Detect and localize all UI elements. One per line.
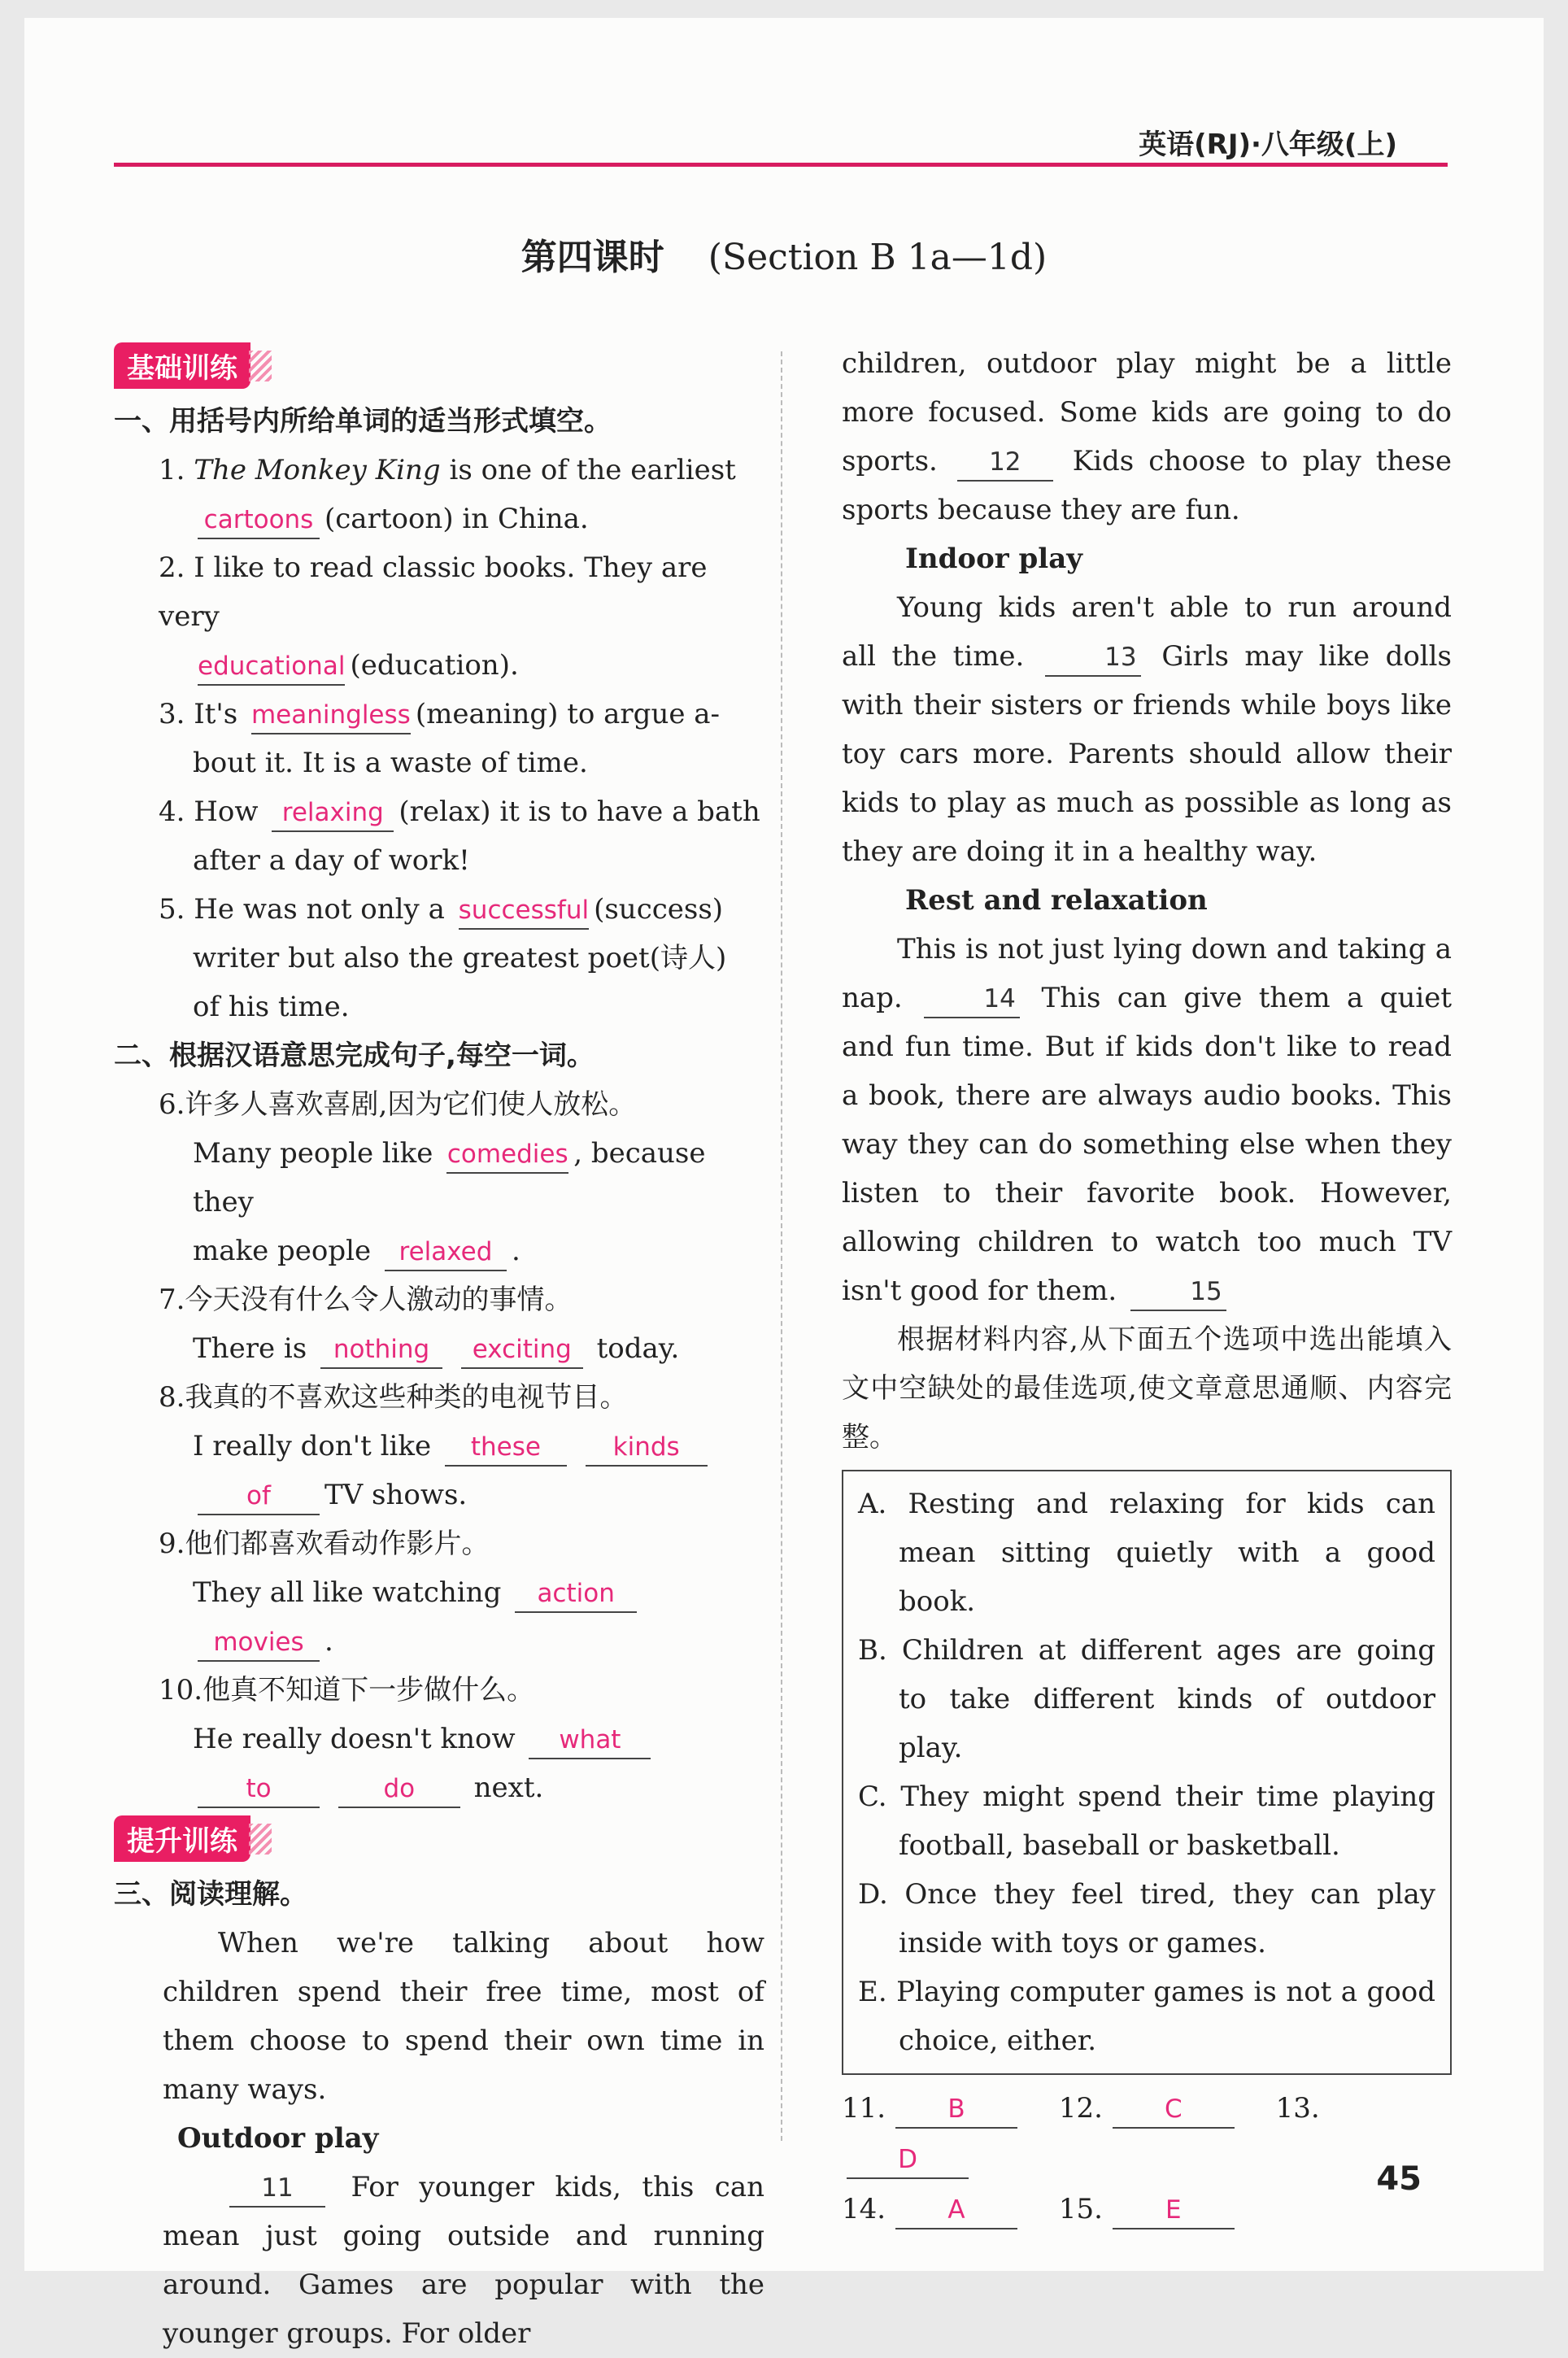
q10-text2: next. xyxy=(473,1772,544,1804)
q4-text2: (relax) it is to have a bath xyxy=(399,795,760,828)
q9-text2: . xyxy=(324,1625,333,1658)
outdoor-text-1: For younger kids, this can mean just going outside and running around. Games are popular with the younger groups. For older xyxy=(163,2171,764,2350)
question-5-cont: writer but also the greatest poet(诗人) xyxy=(193,942,727,974)
answers-row-2 xyxy=(842,2184,1452,2234)
column-divider xyxy=(781,351,782,2141)
answer-14-label: 14. xyxy=(842,2193,886,2225)
indoor-text-2: Girls may like dolls with their sisters or friends while boys like toy cars more. Parents should allow their kids to play as much as possible as long as they are doing it in a healthy way. xyxy=(842,640,1453,868)
q5-number: 5. xyxy=(159,893,185,926)
left-column xyxy=(114,339,764,2358)
answer-11[interactable]: B xyxy=(895,2091,1017,2129)
q6-answer-2[interactable]: relaxed xyxy=(385,1234,507,1271)
q3-text2: (meaning) to argue a- xyxy=(415,698,721,730)
q7-text: There is xyxy=(193,1332,307,1365)
q10-answer-2[interactable]: to xyxy=(198,1771,320,1808)
option-a: A. Resting and relaxing for kids can mean sitting quietly with a good book. xyxy=(858,1488,1435,1618)
question-2 xyxy=(114,543,764,641)
blank-13[interactable]: 13 xyxy=(1045,639,1141,677)
q6-text: Many people like xyxy=(193,1137,433,1170)
tag-advanced-training: 提升训练 xyxy=(114,1815,250,1862)
q9-text: They all like watching xyxy=(193,1576,502,1609)
blank-15[interactable]: 15 xyxy=(1130,1274,1226,1311)
q4-answer[interactable]: relaxing xyxy=(272,795,394,832)
question-6 xyxy=(114,1080,764,1129)
tag-basic-training: 基础训练 xyxy=(114,342,250,389)
q9-answer-1[interactable]: action xyxy=(515,1576,637,1613)
q4-text: How xyxy=(194,795,259,828)
q10-answer-1[interactable]: what xyxy=(529,1722,651,1759)
q2-answer[interactable]: educational xyxy=(198,648,345,686)
rest-relaxation-title: Rest and relaxation xyxy=(905,884,1208,917)
question-10-en-cont xyxy=(114,1763,764,1812)
q5-text: He was not only a xyxy=(194,893,445,926)
q2-number: 2. xyxy=(159,551,185,584)
answer-15-label: 15. xyxy=(1058,2193,1103,2225)
outdoor-play-title: Outdoor play xyxy=(177,2122,379,2155)
option-e: E. Playing computer games is not a good choice, either. xyxy=(858,1976,1435,2057)
answers-row-1 xyxy=(842,2083,1452,2184)
q7-text2: today. xyxy=(596,1332,680,1365)
question-5 xyxy=(114,885,764,934)
q8-text2: TV shows. xyxy=(324,1479,468,1511)
question-7 xyxy=(114,1275,764,1324)
part3-heading: 三、阅读理解。 xyxy=(114,1878,307,1911)
options-box xyxy=(842,1470,1452,2075)
answer-14[interactable]: A xyxy=(895,2192,1017,2229)
q10-text: He really doesn't know xyxy=(193,1723,516,1755)
q8-answer-2[interactable]: kinds xyxy=(586,1429,708,1467)
question-8-en-cont xyxy=(114,1471,764,1519)
q7-answer-2[interactable]: exciting xyxy=(461,1332,583,1369)
rest-relaxation-text xyxy=(842,925,1452,1315)
q8-answer-3[interactable]: of xyxy=(198,1478,320,1515)
q6-text3: make people xyxy=(193,1235,372,1267)
q8-chinese: 我真的不喜欢这些种类的电视节目。 xyxy=(185,1381,628,1414)
indoor-play-text xyxy=(842,583,1452,876)
question-7-en xyxy=(114,1324,764,1373)
q1-text: is one of the earliest xyxy=(440,454,736,486)
q2-text: I like to read classic books. They are very xyxy=(159,551,708,633)
option-d: D. Once they feel tired, they can play inside with toys or games. xyxy=(858,1878,1435,1959)
q1-text2: (cartoon) in China. xyxy=(324,503,589,535)
q1-answer[interactable]: cartoons xyxy=(198,502,320,539)
header-rule xyxy=(114,163,1448,167)
q6-text4: . xyxy=(511,1235,520,1267)
answer-15[interactable]: E xyxy=(1113,2192,1235,2229)
reading-instruction: 根据材料内容,从下面五个选项中选出能填入文中空缺处的最佳选项,使文章意思通顺、内容完整。 xyxy=(842,1323,1452,1454)
q10-chinese: 他真不知道下一步做什么。 xyxy=(203,1674,535,1706)
part1-heading: 一、用括号内所给单词的适当形式填空。 xyxy=(114,405,612,438)
outdoor-play-text-cont xyxy=(842,339,1452,534)
answer-13-label: 13. xyxy=(1275,2092,1320,2125)
question-8-en xyxy=(114,1422,764,1471)
blank-11[interactable]: 11 xyxy=(229,2170,325,2208)
answer-12-label: 12. xyxy=(1058,2092,1103,2125)
q9-answer-2[interactable]: movies xyxy=(198,1624,320,1662)
outdoor-text-3: Kids choose to play these sports because they are fun. xyxy=(842,445,1452,526)
q5-text2: (success) xyxy=(594,893,724,926)
q10-number: 10. xyxy=(159,1674,203,1706)
q3-number: 3. xyxy=(159,698,185,730)
q1-number: 1. xyxy=(159,454,185,486)
q10-answer-3[interactable]: do xyxy=(338,1771,460,1808)
question-5-cont2: of his time. xyxy=(193,991,350,1023)
q9-number: 9. xyxy=(159,1528,185,1560)
q6-number: 6. xyxy=(159,1088,185,1121)
header-subject: 英语(RJ)·八年级(上) xyxy=(1139,129,1397,161)
option-c: C. They might spend their time playing football, baseball or basketball. xyxy=(858,1780,1435,1862)
answer-11-label: 11. xyxy=(842,2092,886,2125)
q2-text2: (education). xyxy=(350,649,519,682)
blank-12[interactable]: 12 xyxy=(957,444,1053,482)
outdoor-text-2: children, outdoor play might be a little more focused. Some kids are going to do sports. xyxy=(842,347,1452,477)
q6-answer-1[interactable]: comedies xyxy=(446,1136,568,1174)
q3-answer[interactable]: meaningless xyxy=(251,697,411,734)
blank-14[interactable]: 14 xyxy=(924,981,1020,1018)
question-6-en xyxy=(114,1129,764,1227)
q7-chinese: 今天没有什么令人激动的事情。 xyxy=(185,1284,573,1316)
indoor-play-title: Indoor play xyxy=(905,543,1082,575)
outdoor-play-text xyxy=(114,2163,764,2358)
q7-answer-1[interactable]: nothing xyxy=(320,1332,442,1369)
q1-book-title: The Monkey King xyxy=(194,454,441,486)
page-number: 45 xyxy=(1376,2160,1422,2198)
right-column xyxy=(842,339,1452,2234)
lesson-title xyxy=(24,228,1544,280)
question-1 xyxy=(114,446,764,495)
q9-chinese: 他们都喜欢看动作影片。 xyxy=(185,1528,490,1560)
question-4-cont: after a day of work! xyxy=(193,844,470,877)
question-1-cont xyxy=(114,495,764,543)
q7-number: 7. xyxy=(159,1284,185,1316)
question-2-cont xyxy=(114,641,764,690)
question-10-en xyxy=(114,1715,764,1763)
lesson-title-cn: 第四课时 xyxy=(520,237,664,278)
question-10 xyxy=(114,1666,764,1715)
question-3-cont: bout it. It is a waste of time. xyxy=(193,747,588,779)
indoor-text-1: Young kids aren't able to run around all the time. xyxy=(842,591,1452,673)
q3-text: It's xyxy=(194,698,238,730)
q8-number: 8. xyxy=(159,1381,185,1414)
question-8 xyxy=(114,1373,764,1422)
q8-text: I really don't like xyxy=(193,1430,432,1462)
question-6-en-cont xyxy=(114,1227,764,1275)
answer-12[interactable]: C xyxy=(1113,2091,1235,2129)
part2-heading: 二、根据汉语意思完成句子,每空一词。 xyxy=(114,1040,595,1072)
rest-text-2: This can give them a quiet and fun time. But if kids don't like to read a book, there are always audio books. This way they can do something else when they listen to their favorite book. However, allowing children to watch too much TV isn't good for them. xyxy=(842,982,1453,1307)
q5-answer[interactable]: successful xyxy=(459,892,589,930)
workbook-page xyxy=(24,18,1544,2350)
passage-intro: When we're talking about how children spend their free time, most of them choose to spend their own time in many ways. xyxy=(163,1927,764,2106)
question-3 xyxy=(114,690,764,739)
answer-13[interactable]: D xyxy=(847,2142,969,2179)
option-b: B. Children at different ages are going to take different kinds of outdoor play. xyxy=(858,1634,1435,1764)
q4-number: 4. xyxy=(159,795,185,828)
question-9 xyxy=(114,1519,764,1568)
q8-answer-1[interactable]: these xyxy=(445,1429,567,1467)
q6-chinese: 许多人喜欢喜剧,因为它们使人放松。 xyxy=(185,1088,637,1121)
question-4 xyxy=(114,787,764,836)
rest-text-1: This is not just lying down and taking a nap. xyxy=(842,933,1452,1014)
lesson-title-en: (Section B 1a—1d) xyxy=(708,237,1048,278)
q6-text2: , because they xyxy=(193,1137,706,1218)
question-9-en xyxy=(114,1568,764,1666)
